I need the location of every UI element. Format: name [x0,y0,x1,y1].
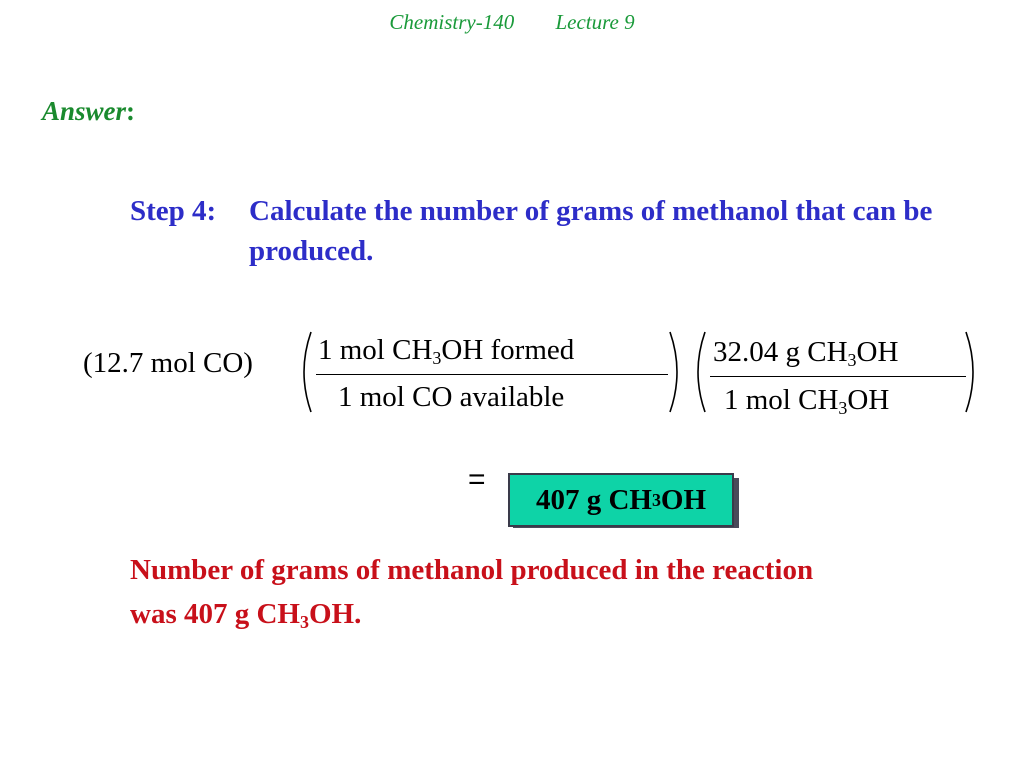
answer-label: Answer [42,96,127,126]
result-post: OH [660,483,707,516]
factor1-denominator: 1 mol CO available [338,381,565,413]
conclusion-line2-post: OH. [308,598,362,630]
factor2-numerator [713,336,898,369]
factor2-den-pre: 1 mol CH [724,384,839,416]
factor2-den-post: OH [847,384,890,416]
left-paren-2 [689,330,707,414]
lecture-title: Lecture 9 [555,10,635,34]
step-text: Calculate the number of grams of methanol that can be produced. [249,195,933,267]
factor1-fraction-bar [316,374,668,375]
slide-header [0,10,1024,35]
left-paren-1 [295,330,313,414]
conclusion-line-2 [130,592,950,636]
factor2-fraction-bar [710,376,966,377]
factor2-denominator [724,384,889,417]
conclusion-line2-sub: 3 [299,612,309,633]
right-paren-1 [668,330,686,414]
factor1-num-post: OH formed [441,334,575,366]
factor1-numerator [318,334,574,367]
conclusion-line2-pre: was 407 g CH [130,598,300,630]
factor2-den-sub: 3 [838,398,848,419]
answer-heading [42,96,135,127]
given-quantity: (12.7 mol CO) [83,347,253,379]
factor1-num-pre: 1 mol CH [318,334,433,366]
factor2-num-post: OH [856,336,899,368]
factor1-num-sub: 3 [432,348,442,369]
step-label: Step 4: [130,195,217,227]
result-box: 407 g CH 3 OH [508,473,734,527]
conclusion-line-1: Number of grams of methanol produced in the reaction [130,554,814,586]
right-paren-2 [964,330,982,414]
factor2-num-sub: 3 [847,350,857,371]
conclusion-text [130,548,950,636]
course-title: Chemistry-140 [389,10,515,34]
result-pre: 407 g CH [535,483,652,516]
answer-colon: : [126,96,136,126]
factor2-num-pre: 32.04 g CH [713,336,848,368]
equals-sign: = [468,463,486,496]
